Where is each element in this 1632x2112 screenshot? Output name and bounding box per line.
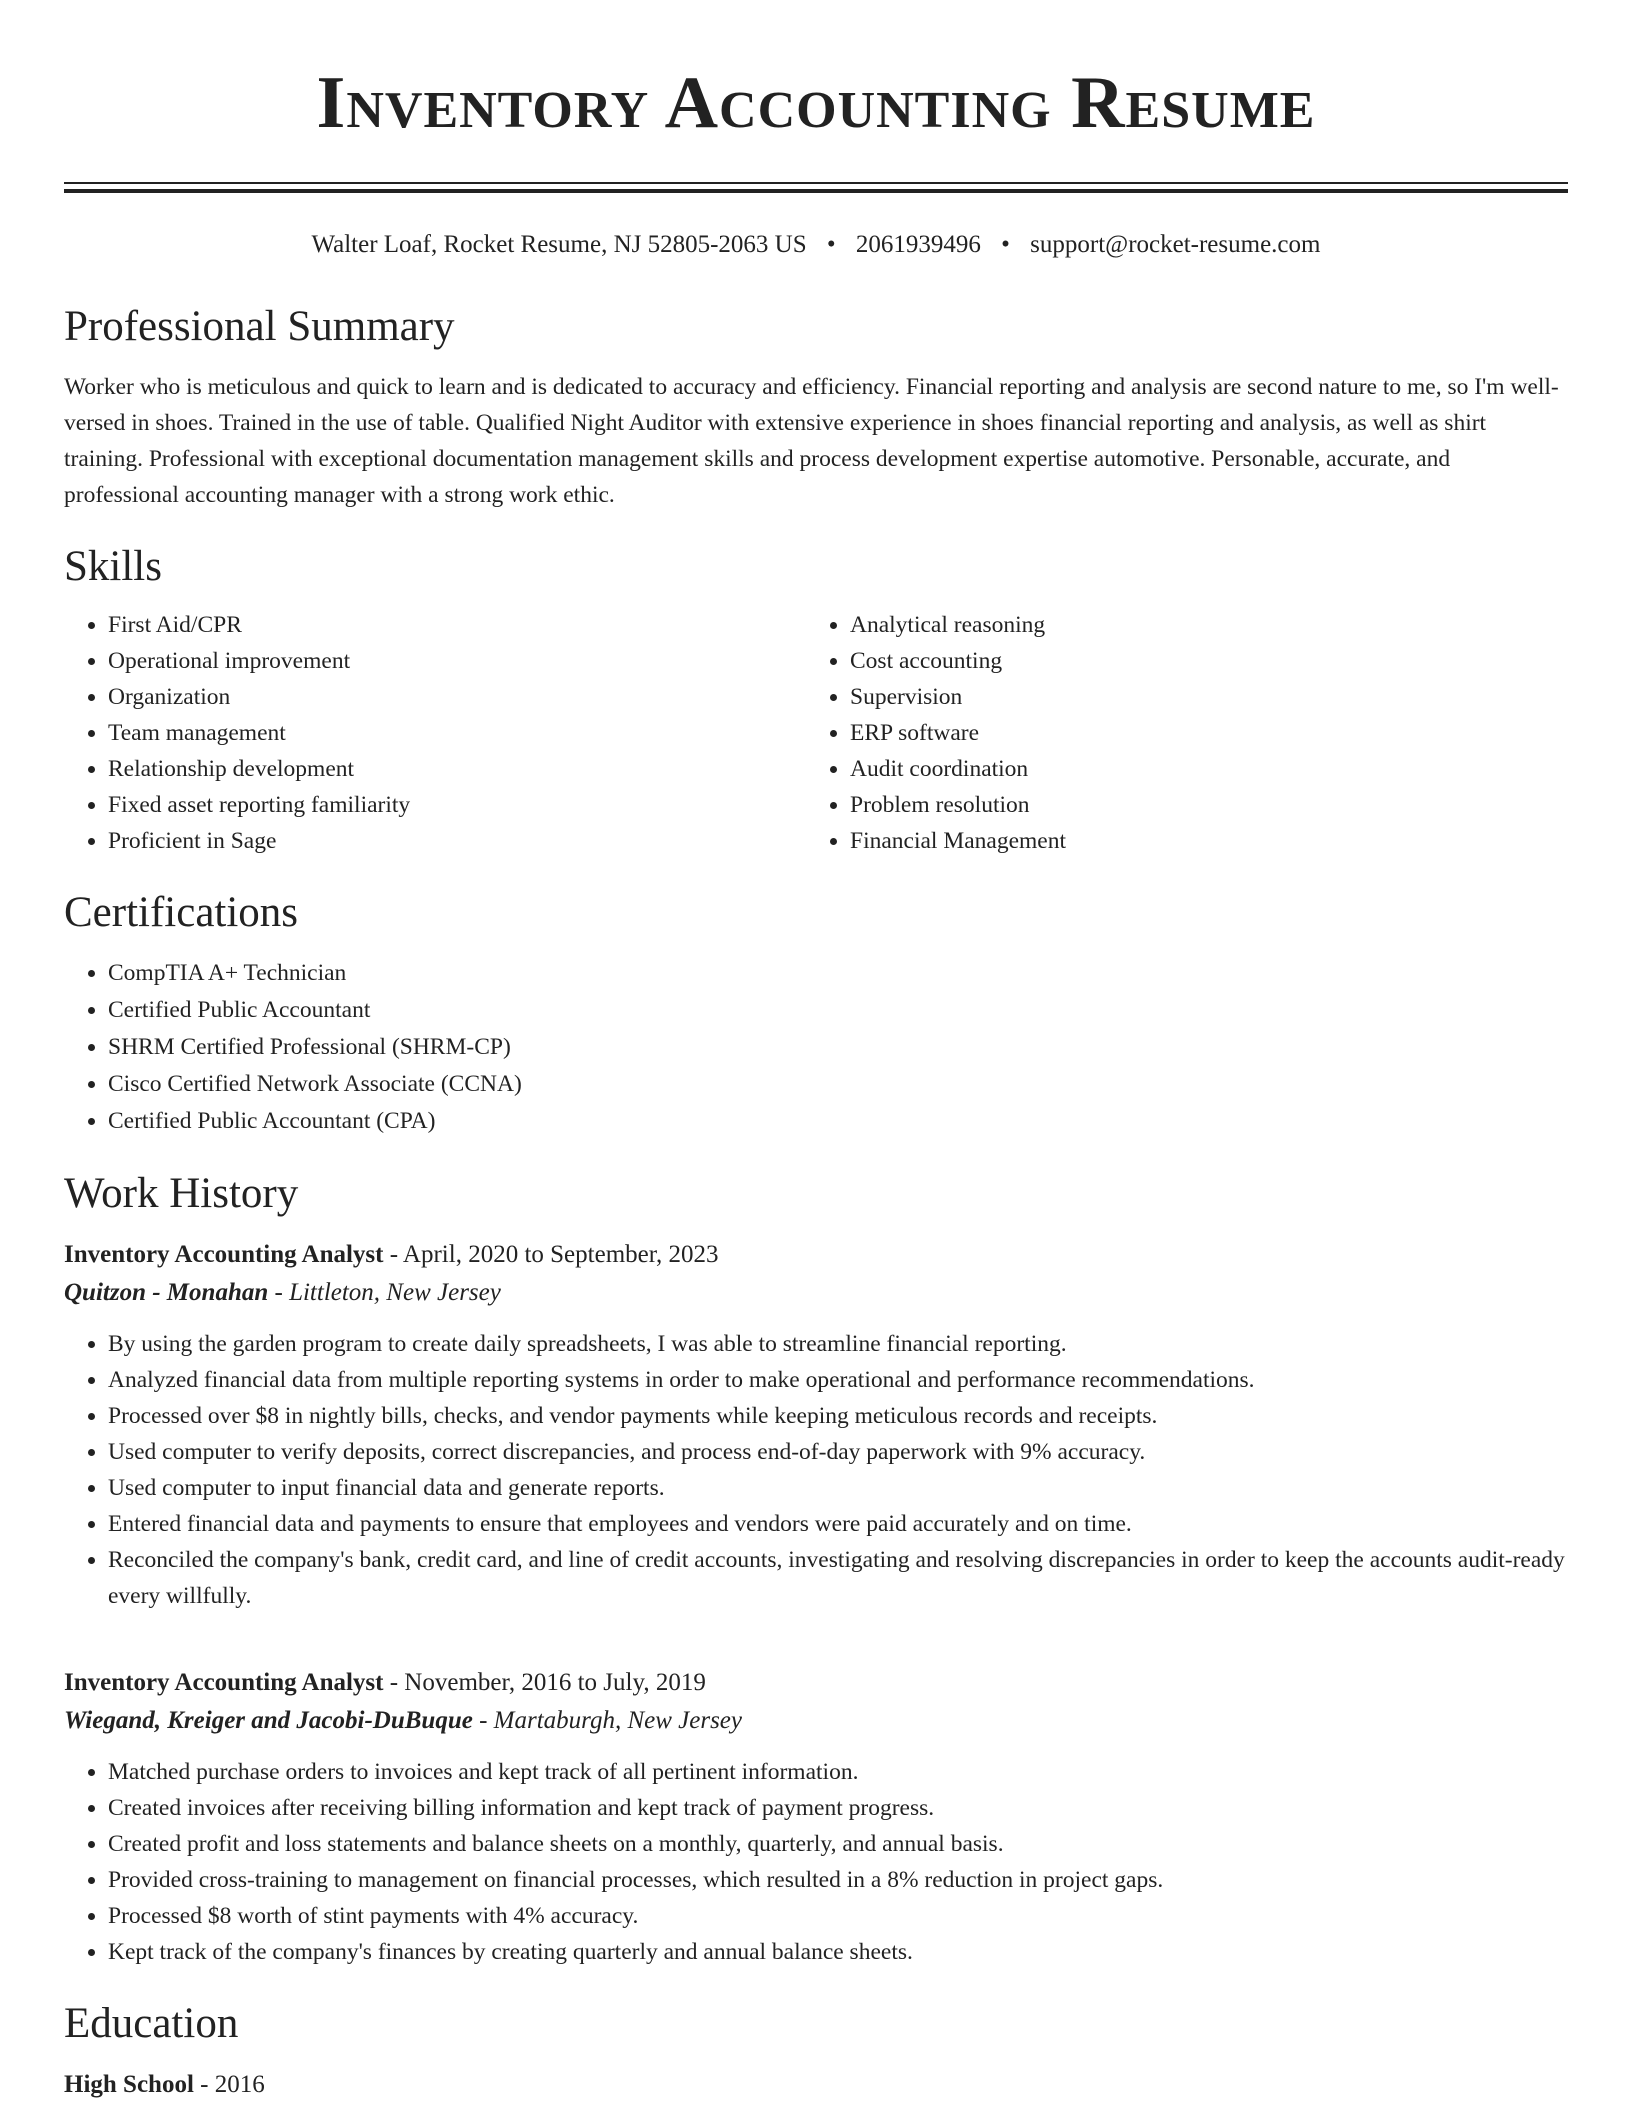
contact-line — [64, 229, 1568, 261]
skill-item: • Organization — [108, 679, 806, 715]
skill-item: • Operational improvement — [108, 643, 806, 679]
contact-address: Walter Loaf, Rocket Resume, NJ 52805-2063 US — [311, 231, 807, 258]
resume-title: Inventory Accounting Resume — [316, 62, 1316, 144]
job-title-line — [64, 1664, 1568, 1702]
job-company: Quitzon - Monahan — [64, 1279, 269, 1306]
job-title: Inventory Accounting Analyst — [64, 1669, 384, 1696]
work-history-heading: Work History — [64, 1170, 299, 1217]
skill-item: • Fixed asset reporting familiarity — [108, 787, 806, 823]
contact-separator: • — [826, 231, 836, 258]
job-dates: - April, 2020 to September, 2023 — [383, 1241, 719, 1268]
job-bullet: • Created profit and loss statements and balance sheets on a monthly, quarterly, and annual basis. — [108, 1826, 1568, 1862]
education-entry — [64, 2066, 1568, 2104]
certification-item: • Cisco Certified Network Associate (CCNA) — [108, 1066, 1568, 1103]
certification-item: • SHRM Certified Professional (SHRM-CP) — [108, 1029, 1568, 1066]
education-degree: High School — [64, 2071, 194, 2098]
skills-column-right — [806, 607, 1566, 859]
job-bullet: • By using the garden program to create daily spreadsheets, I was able to streamline financial reporting. — [108, 1326, 1568, 1362]
skills-list — [64, 607, 1568, 859]
job-location: - Martaburgh, New Jersey — [472, 1707, 742, 1734]
job-bullet: • Provided cross-training to management on financial processes, which resulted in a 8% reduction in project gaps. — [108, 1862, 1568, 1898]
job-bullet: • Processed $8 worth of stint payments with 4% accuracy. — [108, 1898, 1568, 1934]
job-bullet: • Used computer to verify deposits, correct discrepancies, and process end-of-day paperwork with 9% accuracy. — [108, 1434, 1568, 1470]
job-entry — [64, 1236, 1568, 1614]
skill-item: • Analytical reasoning — [850, 607, 1566, 643]
skill-item: • Cost accounting — [850, 643, 1566, 679]
skills-heading: Skills — [64, 543, 162, 590]
job-bullet: • Used computer to input financial data and generate reports. — [108, 1470, 1568, 1506]
contact-separator: • — [1001, 231, 1010, 258]
job-company: Wiegand, Kreiger and Jacobi-DuBuque — [64, 1707, 473, 1734]
skill-item: • Audit coordination — [850, 751, 1566, 787]
skill-item: • Proficient in Sage — [108, 823, 806, 859]
job-title-line — [64, 1236, 1568, 1274]
job-bullets — [64, 1326, 1568, 1614]
contact-phone: 2061939496 — [855, 231, 981, 258]
skills-column-left — [64, 607, 806, 859]
skill-item: • First Aid/CPR — [108, 607, 806, 643]
skill-item: • Financial Management — [850, 823, 1566, 859]
contact-email: support@rocket-resume.com — [1030, 231, 1321, 258]
certifications-heading: Certifications — [64, 889, 299, 936]
job-entry — [64, 1664, 1568, 1970]
skill-item: • ERP software — [850, 715, 1566, 751]
certification-item: • Certified Public Accountant (CPA) — [108, 1103, 1568, 1140]
job-company-line — [64, 1274, 1568, 1312]
education-heading: Education — [64, 2000, 239, 2047]
job-dates: - November, 2016 to July, 2019 — [383, 1669, 706, 1696]
job-bullet: • Processed over $8 in nightly bills, checks, and vendor payments while keeping meticulous records and receipts. — [108, 1398, 1568, 1434]
job-location: - Littleton, New Jersey — [268, 1279, 501, 1306]
skill-item: • Problem resolution — [850, 787, 1566, 823]
certification-item: • Certified Public Accountant — [108, 992, 1568, 1029]
job-bullet: • Created invoices after receiving billing information and kept track of payment progress. — [108, 1790, 1568, 1826]
education-year: - 2016 — [193, 2071, 265, 2098]
job-bullet: • Analyzed financial data from multiple reporting systems in order to make operational and performance recommendations. — [108, 1362, 1568, 1398]
job-title: Inventory Accounting Analyst — [64, 1241, 384, 1268]
skill-item: • Relationship development — [108, 751, 806, 787]
job-bullet: • Matched purchase orders to invoices and kept track of all pertinent information. — [108, 1754, 1568, 1790]
summary-text: Worker who is meticulous and quick to learn and is dedicated to accuracy and efficiency. Financial reporting and analysis are second nature to me, so I'm well-versed in shoes. Trained in the use of table. Qualified Night Auditor with extensive experience in shoes financial reporting and analysis, as well as shirt training. Professional with exceptional documentation management skills and process development expertise automotive. Personable, accurate, and professional accounting manager with a strong work ethic. — [64, 374, 1559, 508]
summary-heading: Professional Summary — [64, 303, 455, 350]
skill-item: • Team management — [108, 715, 806, 751]
header-divider — [64, 182, 1568, 193]
job-bullet: • Kept track of the company's finances by creating quarterly and annual balance sheets. — [108, 1934, 1568, 1970]
certification-item: • CompTIA A+ Technician — [108, 955, 1568, 992]
skill-item: • Supervision — [850, 679, 1566, 715]
job-bullets — [64, 1754, 1568, 1970]
job-bullet: • Entered financial data and payments to ensure that employees and vendors were paid accurately and on time. — [108, 1506, 1568, 1542]
job-company-line — [64, 1702, 1568, 1740]
job-bullet: • Reconciled the company's bank, credit card, and line of credit accounts, investigating and resolving discrepancies in order to keep the accounts audit-ready every willfully. — [108, 1542, 1568, 1614]
certifications-list — [64, 955, 1568, 1140]
